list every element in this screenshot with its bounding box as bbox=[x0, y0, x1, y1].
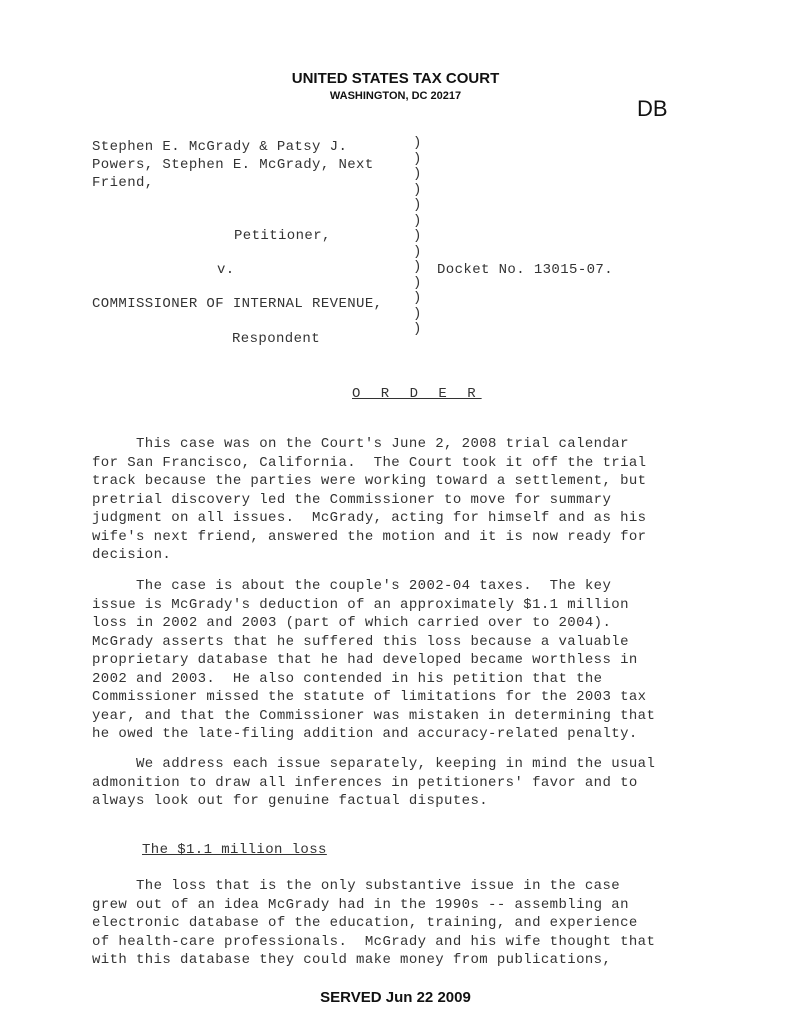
paragraph-3: We address each issue separately, keeping in mind the usual admonition to draw all inferences in petitioners' favor and to always look out for genuine factual disputes. bbox=[92, 756, 656, 809]
respondent-name: COMMISSIONER OF INTERNAL REVENUE, bbox=[92, 296, 383, 312]
judge-code: DB bbox=[637, 96, 668, 121]
paragraph-2: The case is about the couple's 2002-04 taxes. The key issue is McGrady's deduction of an approximately $1.1 million loss in 2002 and 2003 (part of which carried over to 2004). McGrady asserts that he suffered this loss because a valuable proprietary database that he had developed became worthless in 2002 and 2003. He also contended in his petition that the Commissioner missed the statute of limitations for the 2003 tax year, and that the Commissioner was mistaken in determining that he owed the late-filing addition and accuracy-related penalty. bbox=[92, 578, 656, 742]
docket-number: Docket No. 13015-07. bbox=[437, 262, 614, 278]
respondent-label: Respondent bbox=[232, 331, 321, 347]
versus: v. bbox=[217, 262, 235, 278]
section-heading: The $1.1 million loss bbox=[142, 842, 327, 858]
petitioner-label: Petitioner, bbox=[234, 228, 331, 244]
court-address: WASHINGTON, DC 20217 bbox=[329, 90, 462, 102]
petitioner-line: Stephen E. McGrady & Patsy J. bbox=[92, 139, 348, 155]
petitioner-line: Powers, Stephen E. McGrady, Next bbox=[92, 157, 374, 173]
paragraph-1: This case was on the Court's June 2, 2008 trial calendar for San Francisco, California. The Court took it off the trial track because the parties were working toward a settlement, but pretrial discovery led the Commissioner to move for summary judgment on all issues. McGrady, acting for himself and as his wife's next friend, answered the motion and it is now ready for decision. bbox=[92, 436, 647, 563]
caption-parentheses: ) ) ) ) ) ) ) ) ) ) ) ) ) bbox=[413, 135, 422, 337]
served-stamp: SERVED Jun 22 2009 bbox=[320, 989, 471, 1006]
order-title: O R D E R bbox=[352, 386, 482, 402]
petitioner-line: Friend, bbox=[92, 175, 154, 191]
court-name: UNITED STATES TAX COURT bbox=[291, 70, 500, 87]
paragraph-4: The loss that is the only substantive issue in the case grew out of an idea McGrady had in the 1990s -- assembling an electronic database of the education, training, and experience of health-care professionals. McGrady and his wife thought that with this database they could make money from publications, bbox=[92, 878, 656, 968]
